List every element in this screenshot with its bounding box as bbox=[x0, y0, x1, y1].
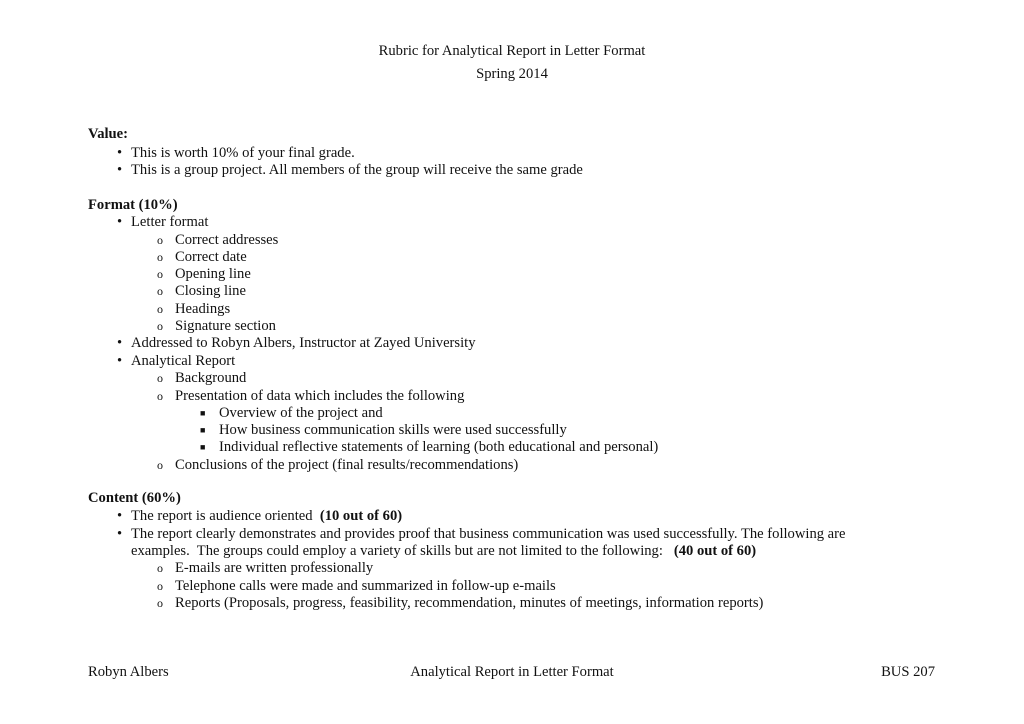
document-subtitle: Spring 2014 bbox=[476, 66, 548, 82]
list-item: Telephone calls were made and summarized in follow-up e-mails bbox=[175, 578, 556, 594]
list-item: Overview of the project and bbox=[219, 405, 383, 421]
list-item: Closing line bbox=[175, 283, 246, 299]
value-heading: Value: bbox=[88, 126, 129, 142]
footer-title: Analytical Report in Letter Format bbox=[410, 664, 614, 680]
circle-bullet-icon: o bbox=[157, 302, 163, 316]
square-bullet-icon: ■ bbox=[200, 442, 206, 452]
bullet-icon: • bbox=[117, 162, 123, 178]
circle-bullet-icon: o bbox=[157, 561, 163, 575]
list-item: Correct date bbox=[175, 249, 247, 265]
list-item: Individual reflective statements of learning (both educational and personal) bbox=[219, 439, 659, 455]
list-item: Correct addresses bbox=[175, 232, 279, 248]
item-text: examples. The groups could employ a variety of skills but are not limited to the following: bbox=[131, 543, 674, 559]
list-item: Opening line bbox=[175, 266, 251, 282]
format-heading: Format (10%) bbox=[88, 197, 178, 213]
list-item: Letter format bbox=[131, 214, 209, 230]
square-bullet-icon: ■ bbox=[200, 425, 206, 435]
list-item: Addressed to Robyn Albers, Instructor at Zayed University bbox=[131, 335, 476, 351]
list-item bbox=[131, 507, 402, 525]
square-bullet-icon: ■ bbox=[200, 408, 206, 418]
points-label: (10 out of 60) bbox=[319, 508, 403, 524]
bullet-icon: • bbox=[117, 145, 123, 161]
list-item-continuation bbox=[131, 542, 756, 560]
list-item: E-mails are written professionally bbox=[175, 560, 374, 576]
footer-course: BUS 207 bbox=[881, 664, 935, 680]
list-item: How business communication skills were used successfully bbox=[219, 422, 567, 438]
circle-bullet-icon: o bbox=[157, 371, 163, 385]
bullet-icon: • bbox=[117, 353, 123, 369]
list-item: Presentation of data which includes the following bbox=[175, 388, 465, 404]
circle-bullet-icon: o bbox=[157, 596, 163, 610]
list-item: Conclusions of the project (final results/recommendations) bbox=[175, 457, 519, 473]
content-heading: Content (60%) bbox=[88, 490, 181, 506]
list-item: This is a group project. All members of the group will receive the same grade bbox=[131, 162, 583, 178]
document-title: Rubric for Analytical Report in Letter Format bbox=[378, 43, 646, 59]
circle-bullet-icon: o bbox=[157, 458, 163, 472]
list-item: Background bbox=[175, 370, 247, 386]
list-item: Reports (Proposals, progress, feasibility, recommendation, minutes of meetings, information reports) bbox=[175, 595, 764, 611]
bullet-icon: • bbox=[117, 335, 123, 351]
list-item: The report clearly demonstrates and provides proof that business communication was used successfully. The following are bbox=[131, 526, 846, 542]
item-text: The report is audience oriented bbox=[131, 508, 320, 524]
list-item: Signature section bbox=[175, 318, 276, 334]
footer-author: Robyn Albers bbox=[88, 664, 169, 680]
list-item: Analytical Report bbox=[131, 353, 236, 369]
circle-bullet-icon: o bbox=[157, 319, 163, 333]
circle-bullet-icon: o bbox=[157, 389, 163, 403]
bullet-icon: • bbox=[117, 508, 123, 524]
bullet-icon: • bbox=[117, 214, 123, 230]
circle-bullet-icon: o bbox=[157, 233, 163, 247]
circle-bullet-icon: o bbox=[157, 267, 163, 281]
list-item: Headings bbox=[175, 301, 231, 317]
circle-bullet-icon: o bbox=[157, 579, 163, 593]
points-label: (40 out of 60) bbox=[673, 543, 757, 559]
circle-bullet-icon: o bbox=[157, 250, 163, 264]
list-item: This is worth 10% of your final grade. bbox=[131, 145, 355, 161]
bullet-icon: • bbox=[117, 526, 123, 542]
circle-bullet-icon: o bbox=[157, 284, 163, 298]
